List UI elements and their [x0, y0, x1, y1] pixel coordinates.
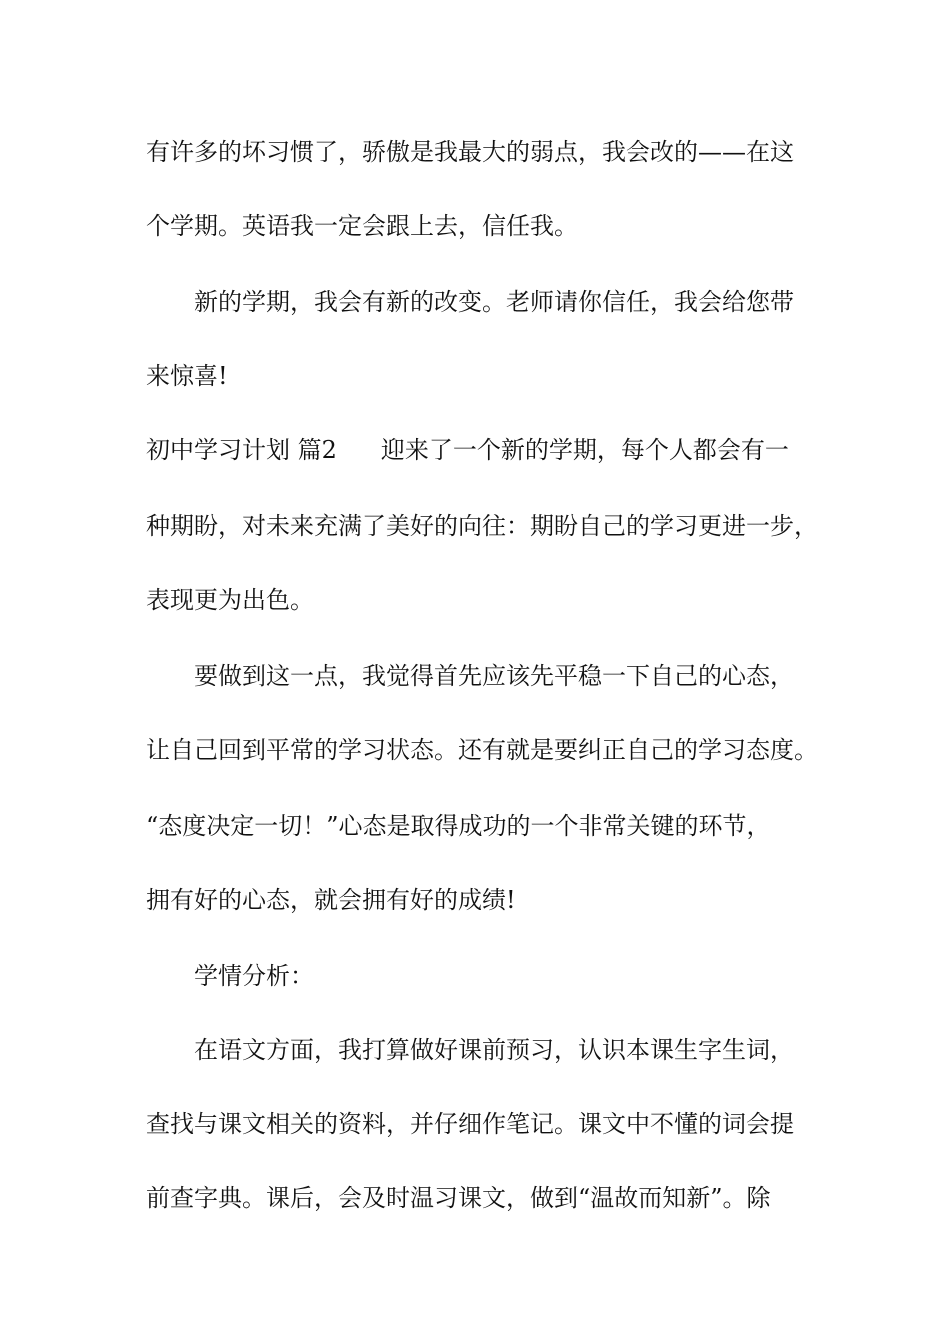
paragraph-start-3: 在语文方面，我打算做好课前预习，认识本课生字生词，: [194, 1036, 794, 1064]
text-line-7: 表现更为出色。: [146, 586, 314, 614]
text-line-15: 前查字典。课后，会及时温习课文，做到“温故而知新”。除: [146, 1184, 771, 1212]
text-line-10: “态度决定一切！”心态是取得成功的一个非常关键的环节，: [146, 812, 771, 840]
text-line-1: 有许多的坏习惯了，骄傲是我最大的弱点，我会改的——在这: [146, 138, 794, 166]
text-line-9: 让自己回到平常的学习状态。还有就是要纠正自己的学习态度。: [146, 736, 818, 764]
paragraph-start-2: 要做到这一点，我觉得首先应该先平稳一下自己的心态，: [194, 662, 794, 690]
text-line-6: 种期盼，对未来充满了美好的向往：期盼自己的学习更进一步，: [146, 512, 818, 540]
text-line-2: 个学期。英语我一定会跟上去，信任我。: [146, 212, 578, 240]
text-line-11: 拥有好的心态，就会拥有好的成绩!: [146, 886, 516, 914]
section-heading-line: [146, 430, 836, 470]
subheading-learning-analysis: 学情分析：: [194, 962, 314, 990]
text-line-14: 查找与课文相关的资料，并仔细作笔记。课文中不懂的词会提: [146, 1110, 794, 1138]
paragraph-start-1: 新的学期，我会有新的改变。老师请你信任，我会给您带: [194, 288, 794, 316]
section-heading: 初中学习计划 篇2: [146, 436, 337, 464]
text-line-5: 迎来了一个新的学期，每个人都会有一: [380, 436, 789, 464]
text-line-4: 来惊喜!: [146, 362, 228, 390]
